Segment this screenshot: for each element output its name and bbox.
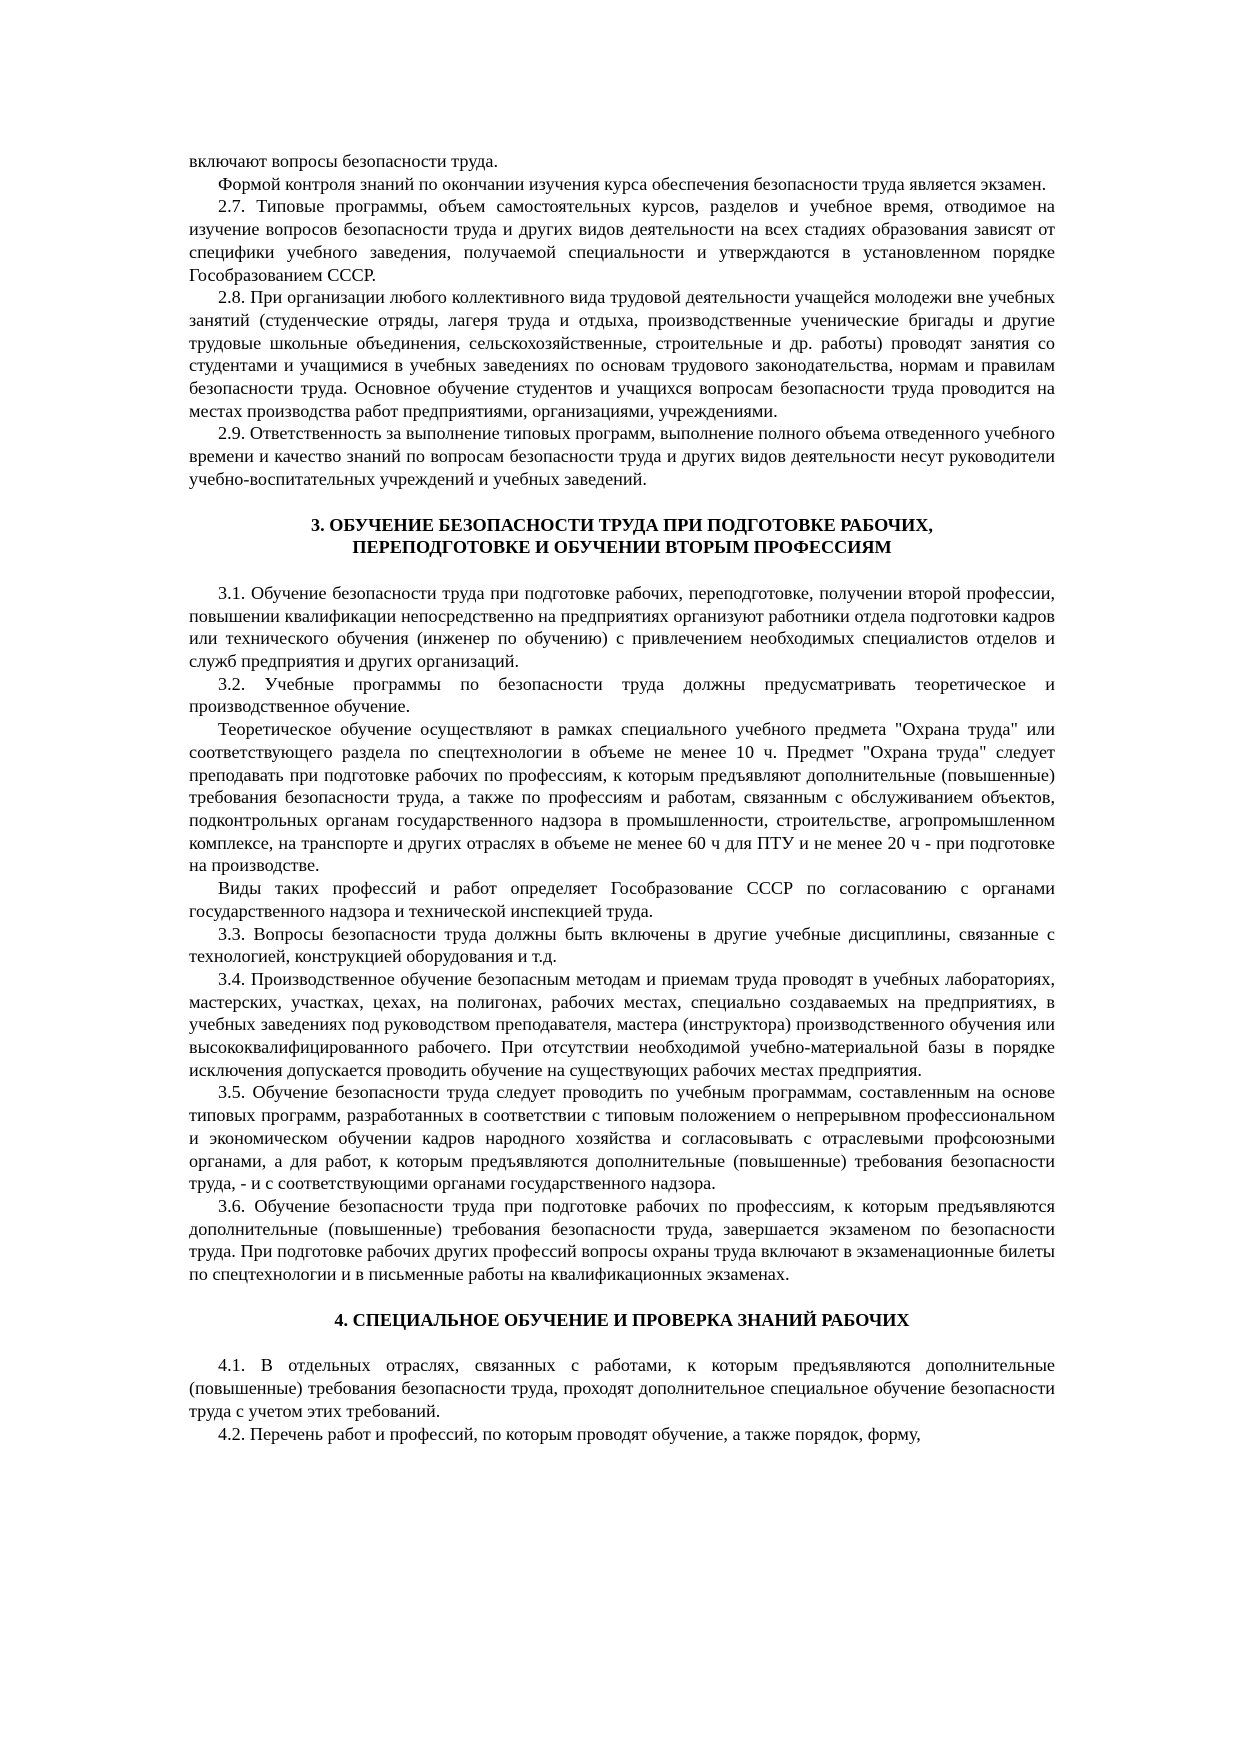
section-4-heading: 4. СПЕЦИАЛЬНОЕ ОБУЧЕНИЕ И ПРОВЕРКА ЗНАНИЙ РАБОЧИХ	[334, 1309, 910, 1330]
paragraph-4-1: 4.1. В отдельных отраслях, связанных с работами, к которым предъявляются дополнительные (повышенные) требования безопасности труда, проходят дополнительное специальное обучение безопасности труда с учетом этих требований.	[189, 1355, 1055, 1421]
section-3-heading-line2: ПЕРЕПОДГОТОВКЕ И ОБУЧЕНИИ ВТОРЫМ ПРОФЕССИЯМ	[352, 537, 892, 558]
paragraph-3-4: 3.4. Производственное обучение безопасным методам и приемам труда проводят в учебных лабораториях, мастерских, участках, цехах, на полигонах, рабочих местах, специально создаваемых на предприятиях, в учебных заведениях под руководством преподавателя, мастера (инструктора) производственного обучения или высококвалифицированного рабочего. При отсутствии необходимой учебно-материальной базы в порядке исключения допускается проводить обучение на существующих рабочих местах предприятия.	[189, 968, 1055, 1080]
paragraph-3-6: 3.6. Обучение безопасности труда при подготовке рабочих по профессиям, к которым предъявляются дополнительные (повышенные) требования безопасности труда, завершается экзаменом по безопасности труда. При подготовке рабочих других профессий вопросы охраны труда включают в экзаменационные билеты по спецтехнологии и в письменные работы на квалификационных экзаменах.	[189, 1195, 1055, 1285]
paragraph-4-2: 4.2. Перечень работ и профессий, по которым проводят обучение, а также порядок, форму,	[218, 1423, 921, 1444]
paragraph-3-1: 3.1. Обучение безопасности труда при подготовке рабочих, переподготовке, получении второй профессии, повышении квалификации непосредственно на предприятиях организуют работники отдела подготовки кадров или технического обучения (инженер по обучению) с привлечением необходимых специалистов отделов и служб предприятия и других организаций.	[189, 582, 1055, 672]
paragraph-2-9: 2.9. Ответственность за выполнение типовых программ, выполнение полного объема отведенного учебного времени и качество знаний по вопросам безопасности труда и других видов деятельности несут руководители учебно-воспитательных учреждений и учебных заведений.	[189, 423, 1055, 489]
paragraph-continuation: включают вопросы безопасности труда.	[189, 151, 499, 171]
section-3-heading	[189, 514, 1055, 559]
paragraph-theory-training: Теоретическое обучение осуществляют в рамках специального учебного предмета "Охрана труда" или соответствующего раздела по спецтехнологии в объеме не менее 10 ч. Предмет "Охрана труда" следует преподавать при подготовке рабочих по профессиям, к которым предъявляют дополнительные (повышенные) требования безопасности труда, а также по профессиям и работам, связанным с обслуживанием объектов, подконтрольных органам государственного надзора в промышленности, строительстве, агропромышленном комплексе, на транспорте и других отраслях в объеме не менее 60 ч для ПТУ и не менее 20 ч - при подготовке на производстве.	[189, 719, 1055, 876]
paragraph-3-5: 3.5. Обучение безопасности труда следует проводить по учебным программам, составленным на основе типовых программ, разработанных в соответствии с типовым положением о непрерывном профессиональном и экономическом обучении кадров народного хозяйства и согласовывать с отраслевыми профсоюзными органами, а для работ, к которым предъявляются дополнительные (повышенные) требования безопасности труда, - и с соответствующими органами государственного надзора.	[189, 1082, 1055, 1194]
paragraph-3-3: 3.3. Вопросы безопасности труда должны быть включены в другие учебные дисциплины, связанные с технологией, конструкцией оборудования и т.д.	[189, 923, 1055, 967]
spacer	[189, 559, 1055, 582]
paragraph-2-7: 2.7. Типовые программы, объем самостоятельных курсов, разделов и учебное время, отводимое на изучение вопросов безопасности труда и других видов деятельности на всех стадиях образования зависят от специфики учебного заведения, получаемой специальности и утверждаются в установленном порядке Гособразованием СССР.	[189, 196, 1055, 285]
paragraph-2-8: 2.8. При организации любого коллективного вида трудовой деятельности учащейся молодежи вне учебных занятий (студенческие отряды, лагеря труда и отдыха, производственные ученические бригады и другие трудовые школьные объединения, сельскохозяйственные, строительные и др. работы) проводят занятия со студентами и учащимися в учебных заведениях по основам трудового законодательства, нормам и правилам безопасности труда. Основное обучение студентов и учащихся вопросам безопасности труда проводится на местах производства работ предприятиями, организациями, учреждениями.	[189, 287, 1055, 421]
paragraph-professions-types: Виды таких профессий и работ определяет Гособразование СССР по согласованию с органами государственного надзора и технической инспекцией труда.	[189, 878, 1055, 921]
spacer	[189, 491, 1055, 514]
document-page	[189, 150, 1055, 1445]
section-3-heading-line1: 3. ОБУЧЕНИЕ БЕЗОПАСНОСТИ ТРУДА ПРИ ПОДГОТОВКЕ РАБОЧИХ,	[311, 514, 933, 535]
paragraph-3-2: 3.2. Учебные программы по безопасности труда должны предусматривать теоретическое и производственное обучение.	[189, 673, 1055, 717]
spacer	[189, 1331, 1055, 1354]
paragraph-exam-control: Формой контроля знаний по окончании изучения курса обеспечения безопасности труда является экзамен.	[218, 173, 1047, 194]
spacer	[189, 1286, 1055, 1309]
